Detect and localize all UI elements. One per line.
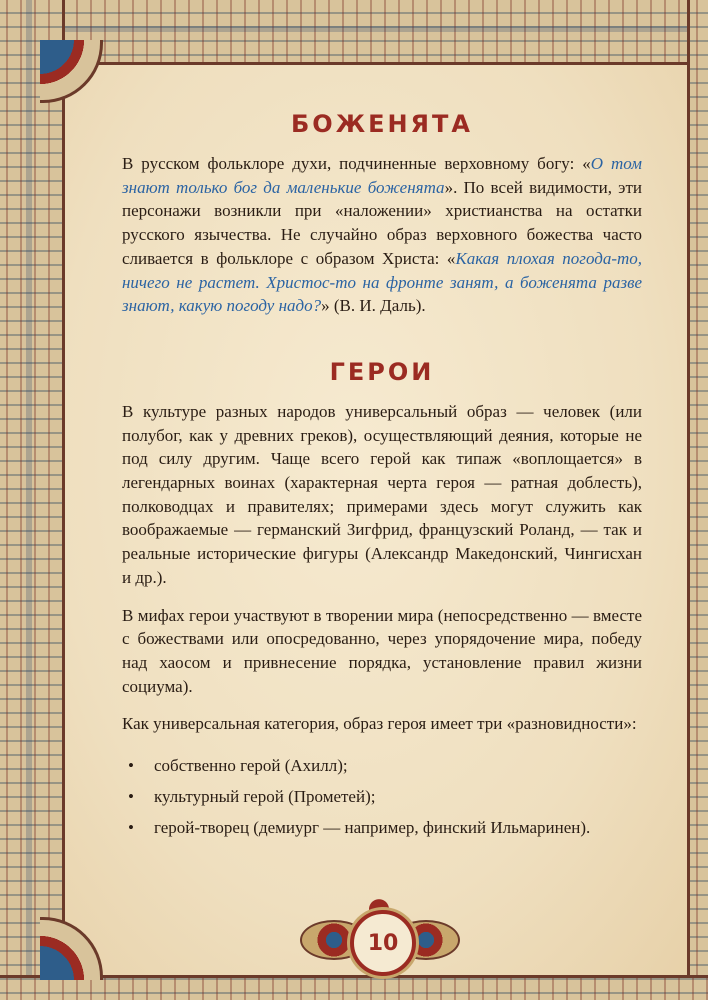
paragraph-geroi-1: В культуре разных народов универсальный образ — человек (или полубог, как у древних греков), осуществляющий деяния, которые не под силу другим. Чаще всего герой как типаж «воплощается» в легендарных воинах (характерная черта героя — ратная доблесть), полководцах и правителях; примерами здесь могут служить как воображаемые — германский Зигфрид, французский Роланд, — так и реальные исторические фигуры (Александр Македонский, Чингисхан и др.). xyxy=(122,401,642,587)
paragraph-geroi-3: Как универсальная категория, образ героя имеет три «разновидности»: xyxy=(122,714,637,734)
ornament-corner-top-left xyxy=(40,40,103,103)
text-run: » (В. И. Даль). xyxy=(321,296,426,316)
paragraph-bozhenyata xyxy=(122,152,642,318)
text-run: ». По всей видимости, эти персонажи возникли при «наложении» христианства на остатки русского язычества. Не случайно образ верховного божества часто сливается в фольклоре с образом Христа: « xyxy=(122,177,642,268)
list-item: • культурный герой (Прометей); xyxy=(122,781,642,812)
paragraph-geroi-2: В мифах герои участвуют в творении мира (непосредственно — вместе с божествами или опосредованно, через упорядочение мира, победу над хаосом и привнесение порядка, установление правил жизни социума). xyxy=(122,605,642,696)
page-number: 10 xyxy=(350,910,416,976)
quote-run: О том знают только бог да маленькие боженята xyxy=(122,154,642,197)
ornamental-border-right xyxy=(687,0,708,1000)
text-run: В русском фольклоре духи, подчиненные верховному богу: « xyxy=(122,154,591,173)
ornamental-border-top xyxy=(0,0,708,65)
ornamental-border-left xyxy=(0,0,65,1000)
section-heading-geroi: ГЕРОИ xyxy=(329,357,435,386)
page-content xyxy=(122,100,642,843)
hero-types-list xyxy=(122,750,642,843)
section-heading-bozhenyata: БОЖЕНЯТА xyxy=(291,110,473,138)
page-number-medallion xyxy=(300,890,460,990)
list-item: • собственно герой (Ахилл); xyxy=(122,750,642,781)
list-item: • герой-творец (демиург — например, финский Ильмаринен). xyxy=(122,812,642,843)
ornament-corner-bottom-left xyxy=(40,917,103,980)
quote-run: Какая плохая погода-то, ничего не растет. Христос-то на фронте занят, а боженята разве знают, какую погоду надо? xyxy=(122,248,643,316)
